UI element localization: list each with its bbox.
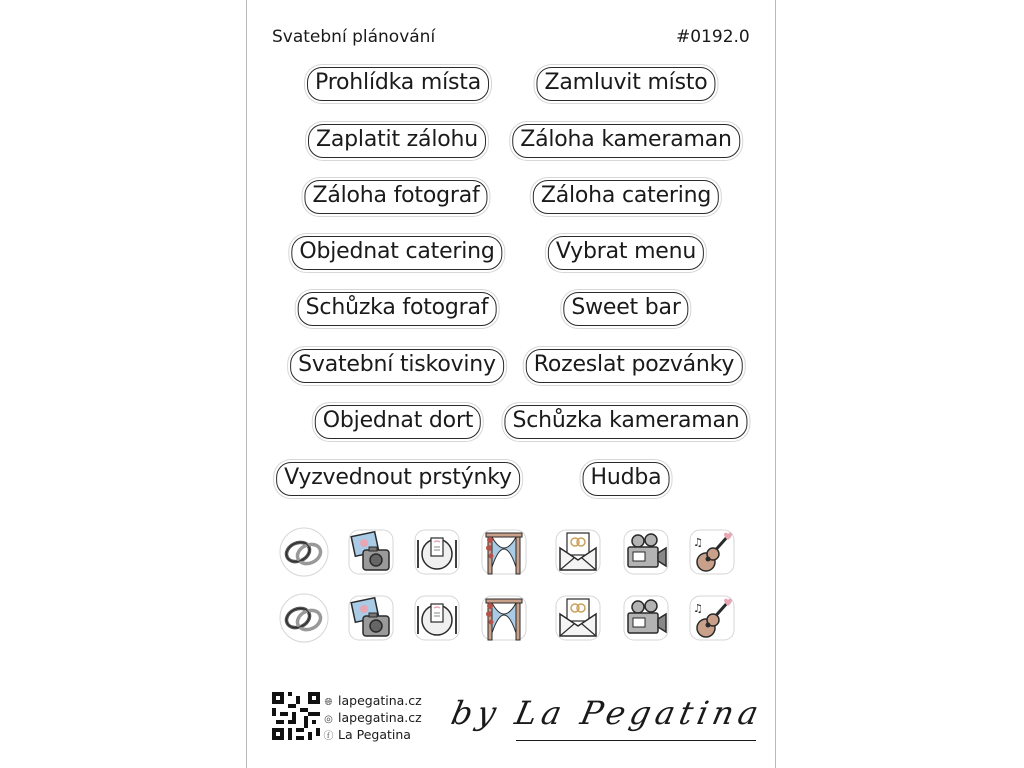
website-link[interactable]: [322, 693, 422, 710]
sticker-schuzka-fotograf: Schůzka fotograf: [298, 292, 497, 326]
sticker-prohlidka-mista: Prohlídka místa: [307, 67, 489, 101]
svg-text:♫: ♫: [693, 602, 703, 615]
guitar-icon: [686, 592, 738, 644]
signature: by La Pegatina: [447, 694, 767, 732]
sticker-objednat-dort: Objednat dort: [315, 405, 481, 439]
wedding-arch-icon: [478, 592, 530, 644]
sticker-vybrat-menu: Vybrat menu: [548, 236, 704, 270]
photo-camera-icon: [345, 526, 397, 578]
svg-text:♫: ♫: [693, 536, 703, 549]
video-camera-icon: [620, 592, 672, 644]
sticker-zaloha-fotograf: Záloha fotograf: [304, 180, 487, 214]
dinner-plate-icon: [411, 526, 463, 578]
rings-icon: [278, 526, 330, 578]
invitation-envelope-icon: [552, 592, 604, 644]
sticker-rozeslat-pozvanky: Rozeslat pozvánky: [526, 349, 743, 383]
sticker-zaloha-catering: Záloha catering: [533, 180, 719, 214]
sticker-zamluvit-misto: Zamluvit místo: [536, 67, 715, 101]
invitation-envelope-icon: [552, 526, 604, 578]
sheet-title: Svatební plánování: [272, 27, 436, 47]
sheet-code: #0192.0: [676, 27, 750, 47]
guitar-icon: [686, 526, 738, 578]
instagram-text: lapegatina.cz: [338, 710, 422, 725]
facebook-link[interactable]: [322, 727, 411, 744]
dinner-plate-icon: [411, 592, 463, 644]
sticker-zaplatit-zalohu: Zaplatit zálohu: [308, 124, 486, 158]
globe-icon: 🌐︎: [324, 697, 333, 708]
rings-icon: [278, 592, 330, 644]
facebook-icon: ⓕ: [323, 731, 334, 742]
sticker-objednat-catering: Objednat catering: [291, 236, 502, 270]
sticker-vyzvednout-prstynky: Vyzvednout prstýnky: [276, 462, 520, 496]
wedding-arch-icon: [478, 526, 530, 578]
qr-code: [272, 692, 320, 740]
website-text: lapegatina.cz: [338, 693, 422, 708]
sticker-sheet: [246, 0, 776, 768]
video-camera-icon: [620, 526, 672, 578]
photo-camera-icon: [345, 592, 397, 644]
sticker-sweet-bar: Sweet bar: [563, 292, 688, 326]
sticker-zaloha-kameraman: Záloha kameraman: [512, 124, 740, 158]
instagram-link[interactable]: [322, 710, 422, 727]
sticker-svatebni-tiskoviny: Svatební tiskoviny: [290, 349, 504, 383]
sticker-hudba: Hudba: [583, 462, 670, 496]
signature-underline: [516, 740, 756, 741]
sticker-schuzka-kameraman: Schůzka kameraman: [504, 405, 747, 439]
facebook-text: La Pegatina: [338, 727, 411, 742]
instagram-icon: ◎: [324, 714, 333, 725]
